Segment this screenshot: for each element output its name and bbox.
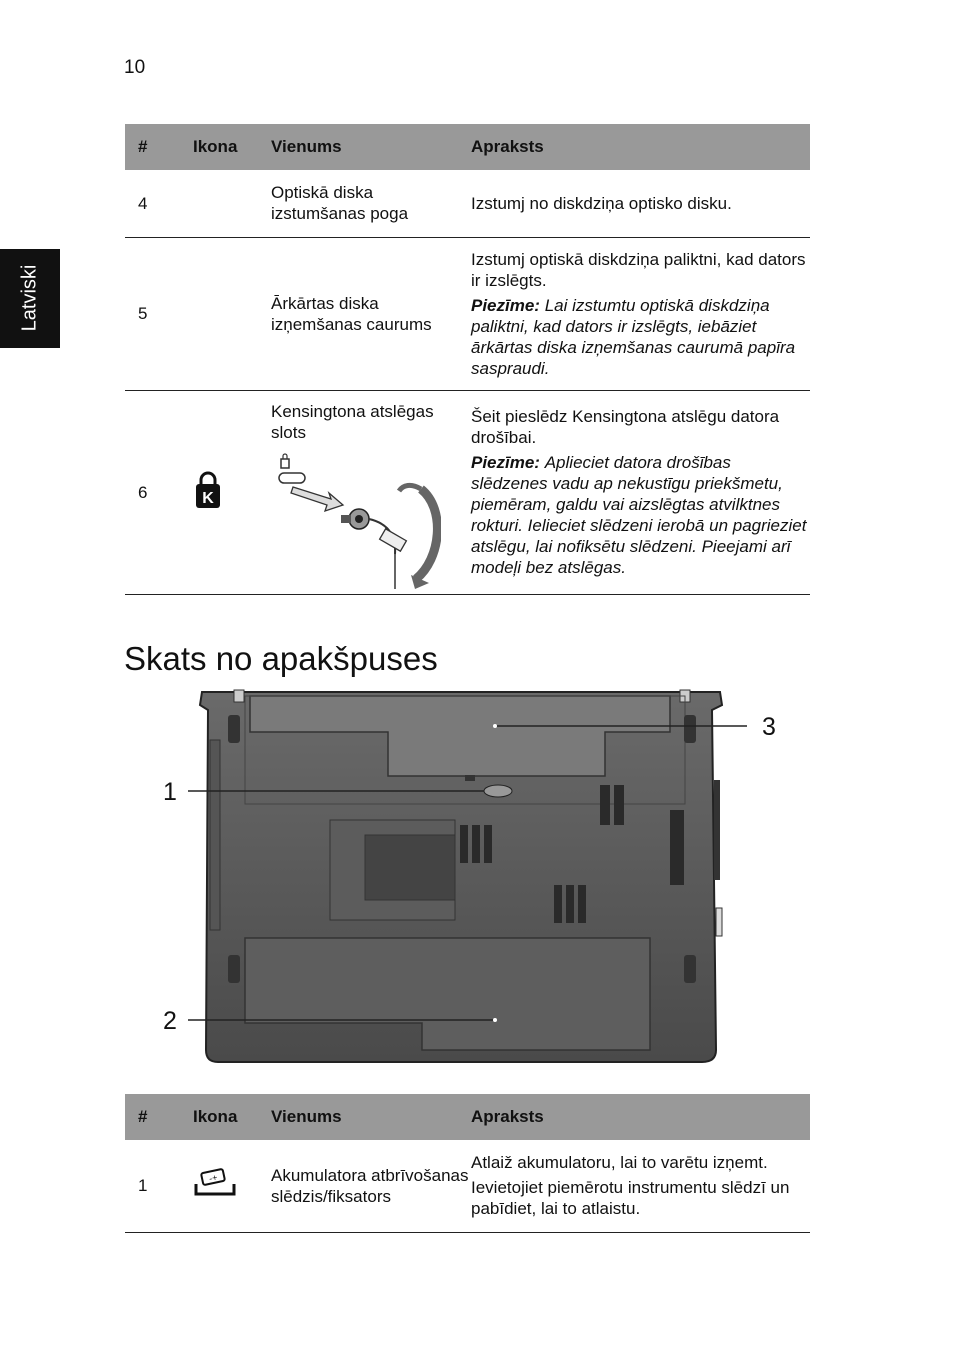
- components-table-top: [125, 124, 810, 595]
- note-text: Aplieciet datora drošības slēdzenes vadu ap nekustīgu priekšmetu, piemēram, galdu vai aizslēgtas atvilktnes rokturi. Ielieciet slēdzeni ierobā un pagrieziet atslēgu, lai nofiksētu slēdzeni. Pieejami arī modeļi bez atslēgas.: [471, 453, 807, 577]
- header-item: Vienums: [271, 1094, 471, 1140]
- header-num: #: [125, 1094, 193, 1140]
- section-title: Skats no apakšpuses: [124, 640, 438, 678]
- row-item: Akumulatora atbrīvošanas slēdzis/fiksators: [271, 1140, 471, 1232]
- row-item: Kensingtona atslēgas slots: [271, 401, 434, 442]
- row-desc: [471, 390, 810, 594]
- header-num: #: [125, 124, 193, 170]
- row-item: Ārkārtas diska izņemšanas caurums: [271, 237, 471, 390]
- callout-2: 2: [163, 1007, 177, 1035]
- note-text: Lai izstumtu optiskā diskdziņa paliktni, kad dators ir izslēgts, iebāziet ārkārtas diska izņemšanas caurumā papīra saspraudi.: [471, 295, 796, 378]
- svg-text:K: K: [202, 489, 214, 507]
- note-label: Piezīme:: [471, 295, 540, 315]
- row-desc-text: Izstumj optiskā diskdziņa paliktni, kad dators ir izslēgts.: [471, 249, 806, 290]
- battery-release-icon: [193, 1168, 237, 1198]
- row-icon-cell: [193, 390, 271, 594]
- row-num: 6: [125, 390, 193, 594]
- row-icon-cell: [193, 1140, 271, 1232]
- kensington-lock-icon: [193, 470, 223, 510]
- row-desc-text: Šeit pieslēdz Kensingtona atslēgu datora drošībai.: [471, 407, 780, 447]
- table-row: [125, 170, 810, 237]
- header-item: Vienums: [271, 124, 471, 170]
- table-row: [125, 237, 810, 390]
- row-desc-text: Atlaiž akumulatoru, lai to varētu izņemt.: [471, 1153, 768, 1173]
- callout-3: 3: [762, 713, 776, 741]
- header-icon: Ikona: [193, 1094, 271, 1140]
- row-item-cell: [271, 390, 471, 594]
- laptop-bottom-figure: [150, 680, 810, 1075]
- row-icon-empty: [193, 170, 271, 237]
- row-num: 5: [125, 237, 193, 390]
- table-header-row: [125, 124, 810, 170]
- header-icon: Ikona: [193, 124, 271, 170]
- table-row: [125, 1140, 810, 1232]
- row-desc-text-2: Ievietojiet piemērotu instrumentu slēdzī un pabīdiet, lai to atlaistu.: [471, 1178, 790, 1219]
- note-label: Piezīme:: [471, 453, 540, 472]
- page-number: 10: [124, 57, 146, 78]
- svg-text:-+: -+: [208, 1172, 219, 1184]
- language-tab: [0, 249, 60, 348]
- header-desc: Apraksts: [471, 124, 810, 170]
- row-desc: [471, 1140, 810, 1232]
- row-num: 4: [125, 170, 193, 237]
- row-item: Optiskā diska izstumšanas poga: [271, 170, 471, 237]
- table-row: [125, 390, 810, 594]
- components-table-bottom: [125, 1094, 810, 1233]
- table-header-row: [125, 1094, 810, 1140]
- row-num: 1: [125, 1140, 193, 1232]
- language-tab-label: Latviski: [18, 264, 41, 332]
- row-note: [471, 295, 810, 379]
- row-icon-empty: [193, 237, 271, 390]
- callout-1: 1: [163, 778, 177, 806]
- row-desc: Izstumj no diskdziņa optisko disku.: [471, 170, 810, 237]
- header-desc: Apraksts: [471, 1094, 810, 1140]
- kensington-lock-illustration: [271, 449, 441, 589]
- row-desc: [471, 237, 810, 390]
- laptop-bottom-illustration: [150, 680, 810, 1075]
- row-note: [471, 452, 810, 578]
